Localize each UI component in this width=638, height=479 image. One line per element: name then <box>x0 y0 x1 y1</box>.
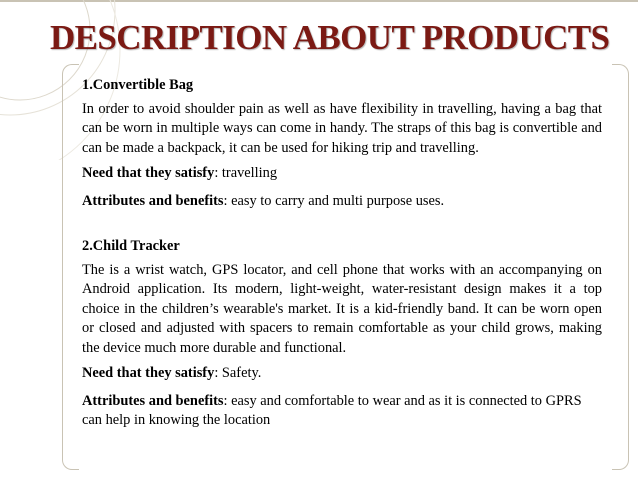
need-value: : Safety. <box>214 365 262 381</box>
need-label: Need that they satisfy <box>82 365 215 381</box>
product-section-convertible-bag <box>82 76 602 211</box>
attributes-value: : easy to carry and multi purpose uses. <box>223 192 445 209</box>
attributes-label: Attributes and benefits <box>82 192 224 209</box>
product-section-child-tracker <box>82 237 602 431</box>
attributes-value: : easy and comfortable to wear and as it is connected to GPRS can help in knowing the location <box>82 392 582 428</box>
left-bracket <box>62 64 79 470</box>
section-gap <box>82 219 602 237</box>
need-line <box>82 364 602 384</box>
product-heading: 2.Child Tracker <box>82 238 180 254</box>
slide-title: DESCRIPTION ABOUT PRODUCTS <box>50 18 610 57</box>
product-description: In order to avoid shoulder pain as well as have flexibility in travelling, having a bag that can be worn in multiple ways can come in handy. The straps of this bag is convertible and can be made a backpack, it can be used for hiking trip and travelling. <box>82 100 602 156</box>
need-line <box>82 164 602 184</box>
attributes-line <box>82 392 602 431</box>
product-heading: 1.Convertible Bag <box>82 77 194 93</box>
product-description: The is a wrist watch, GPS locator, and cell phone that works with an accompanying on Android application. Its modern, light-weight, water-resistant design makes it a top choice in the children’s wearable's market. It is a kid-friendly band. It can be worn open or closed and adjusted with spacers to remain comfortable as your child grows, making the device much more durable and functional. <box>82 261 602 356</box>
right-bracket <box>612 64 629 470</box>
need-label: Need that they satisfy <box>82 165 215 181</box>
attributes-line <box>82 192 602 212</box>
content-area <box>82 76 602 439</box>
attributes-label: Attributes and benefits <box>82 392 224 409</box>
need-value: : travelling <box>214 165 278 181</box>
